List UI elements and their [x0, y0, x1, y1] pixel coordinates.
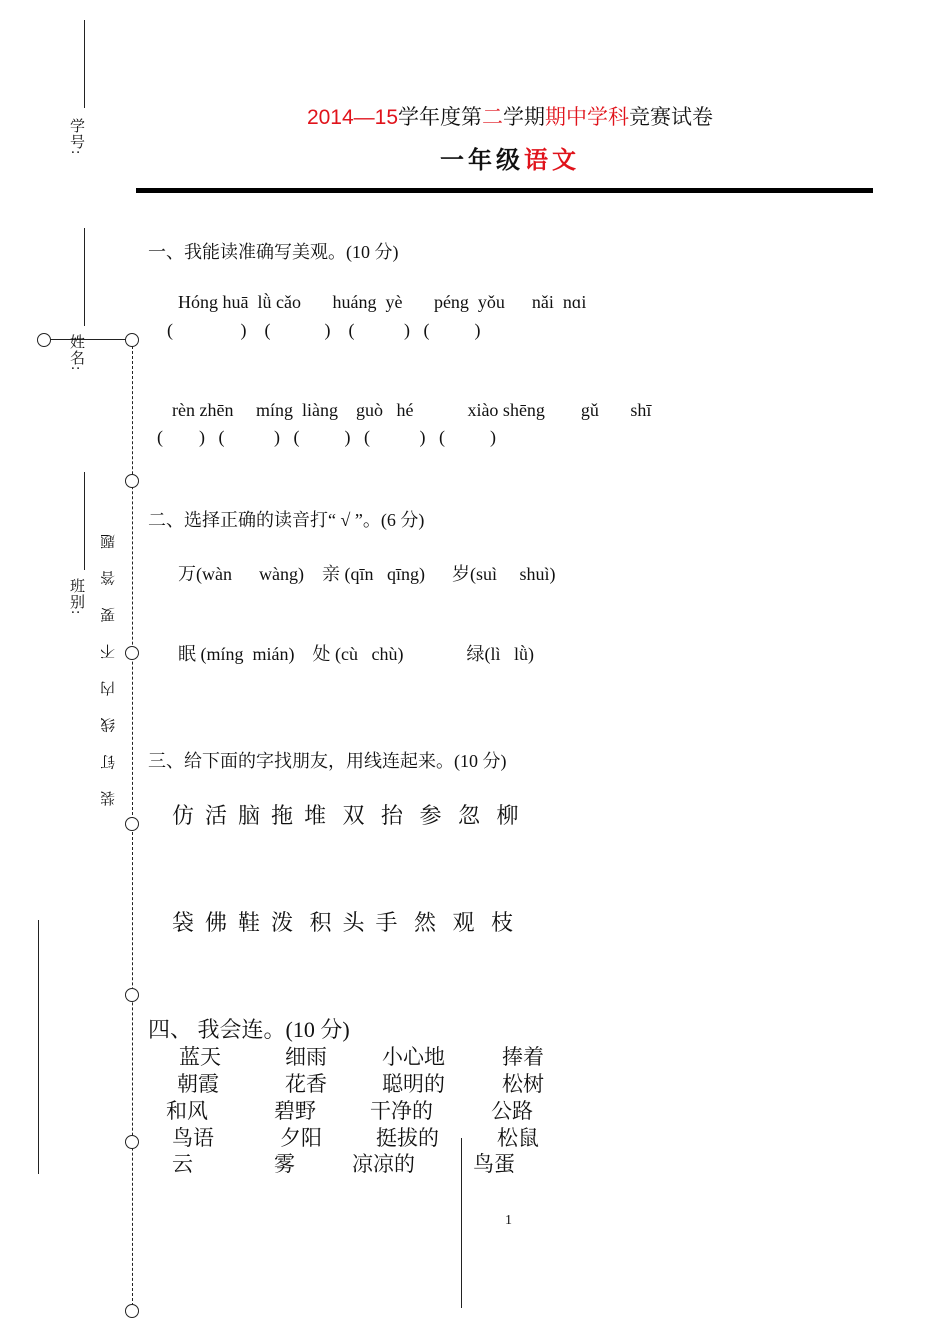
title-text: 竞赛试卷: [629, 106, 714, 129]
subtitle-grade: 一年级: [440, 146, 524, 174]
class-label: 班别:: [68, 578, 84, 616]
binding-hole: [37, 333, 51, 347]
binding-line-student-id: [84, 20, 85, 108]
q4-col2-item: 碧野: [274, 1099, 316, 1123]
q1-pinyin-row1: Hóng huā lǜ cǎo huáng yè péng yǒu nǎi nɑi: [178, 292, 587, 312]
binding-hole: [125, 474, 139, 488]
q4-col1-item: 和风: [166, 1099, 208, 1123]
q4-col4-item: 松树: [502, 1072, 544, 1096]
title-term-number: 二: [482, 106, 504, 129]
binding-hole: [125, 988, 139, 1002]
q4-col1-item: 鸟语: [172, 1126, 214, 1150]
q2-heading: 二、选择正确的读音打“ √ ”。(6 分): [148, 510, 425, 530]
q3-row2: 袋 佛 鞋 泼 积 头 手 然 观 枝: [172, 910, 514, 935]
q4-col3-item: 凉凉的: [352, 1152, 415, 1176]
page-number: 1: [505, 1213, 512, 1228]
binding-line-name: [84, 228, 85, 326]
binding-line-class: [84, 472, 85, 570]
q4-col2-item: 雾: [274, 1152, 295, 1176]
no-answer-notice: 装 钉 线 内 不 要 答 题: [101, 525, 117, 807]
binding-hole: [125, 817, 139, 831]
q4-col4-item: 捧着: [502, 1045, 544, 1069]
binding-line-left: [38, 920, 39, 1174]
q2-row2: 眠 (míng mián) 处 (cù chù) 绿(lì lǜ): [178, 644, 534, 664]
title-year-end: —15: [353, 106, 399, 129]
q4-col1-item: 云: [172, 1152, 193, 1176]
q4-col4-item: 鸟蛋: [473, 1152, 515, 1176]
exam-title: [0, 101, 950, 131]
q4-col3-item: 聪明的: [382, 1072, 445, 1096]
title-year: 2014: [306, 106, 354, 129]
q4-col1-item: 朝霞: [177, 1072, 219, 1096]
title-exam-type: 期中学科: [545, 106, 630, 129]
q1-answer-row1: ( ) ( ) ( ) ( ): [167, 320, 481, 340]
q4-col3-item: 干净的: [370, 1099, 433, 1123]
cut-line: [132, 346, 133, 1316]
binding-hole: [125, 1135, 139, 1149]
header-rule: [136, 188, 873, 193]
name-label: 姓名:: [68, 334, 84, 372]
q4-col4-item: 公路: [491, 1099, 533, 1123]
exam-subtitle: [0, 140, 950, 175]
q4-col1-item: 蓝天: [179, 1045, 221, 1069]
q2-row1: 万(wàn wàng) 亲 (qīn qīng) 岁(suì shuì): [178, 564, 556, 584]
q4-divider: [461, 1138, 462, 1308]
q4-col2-item: 花香: [285, 1072, 327, 1096]
student-id-label: 学号:: [68, 118, 84, 156]
q4-col3-item: 挺拔的: [376, 1126, 439, 1150]
binding-hole: [125, 646, 139, 660]
q4-col4-item: 松鼠: [497, 1126, 539, 1150]
title-text: 学期: [503, 106, 546, 129]
q1-heading: 一、我能读准确写美观。(10 分): [148, 242, 399, 262]
title-text: 学年度第: [398, 106, 483, 129]
q1-answer-row2: ( ) ( ) ( ) ( ) ( ): [157, 427, 496, 447]
binding-hole: [125, 333, 139, 347]
q4-col2-item: 夕阳: [280, 1126, 322, 1150]
q1-pinyin-row2: rèn zhēn míng liàng guò hé xiào shēng gǔ shī: [172, 400, 652, 420]
q4-col2-item: 细雨: [285, 1045, 327, 1069]
q4-heading: 四、 我会连。(10 分): [148, 1017, 350, 1042]
subtitle-subject: 语文: [524, 146, 580, 174]
q3-row1: 仿 活 脑 拖 堆 双 抬 参 忽 柳: [172, 803, 519, 828]
q3-heading: 三、给下面的字找朋友，用线连起来。(10 分): [148, 751, 507, 771]
q4-col3-item: 小心地: [382, 1045, 445, 1069]
